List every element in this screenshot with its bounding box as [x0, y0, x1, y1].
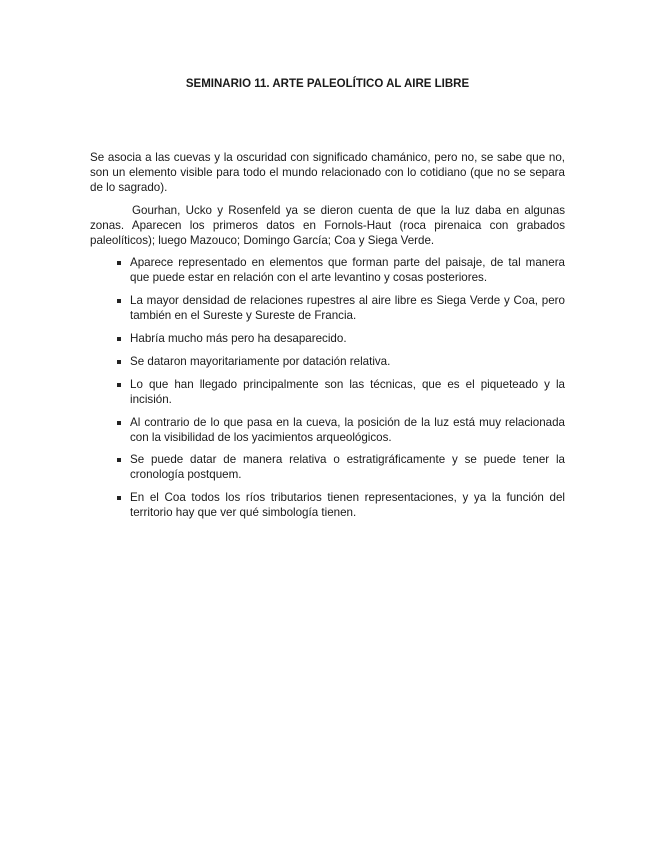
list-item — [90, 293, 565, 323]
bullet-icon — [117, 261, 121, 265]
bullet-icon — [117, 299, 121, 303]
list-item-text: Lo que han llegado principalmente son las técnicas, que es el piqueteado y la incisión. — [130, 378, 565, 406]
list-item — [90, 331, 565, 346]
list-item — [90, 490, 565, 520]
list-item — [90, 452, 565, 482]
list-item-text: Se puede datar de manera relativa o estratigráficamente y se puede tener la cronología postquem. — [130, 453, 565, 481]
list-item-text: Habría mucho más pero ha desaparecido. — [130, 332, 347, 345]
bullet-icon — [117, 383, 121, 387]
list-item-text: La mayor densidad de relaciones rupestres al aire libre es Siega Verde y Coa, pero también en el Sureste y Sureste de Francia. — [130, 294, 565, 322]
list-item — [90, 255, 565, 285]
page-title: SEMINARIO 11. ARTE PALEOLÍTICO AL AIRE LIBRE — [185, 78, 470, 90]
bullet-icon — [117, 337, 121, 341]
list-item — [90, 415, 565, 445]
list-item-text: Al contrario de lo que pasa en la cueva, la posición de la luz está muy relacionada con la visibilidad de los yacimientos arqueológicos. — [130, 416, 565, 444]
list-item — [90, 377, 565, 407]
bullet-icon — [117, 496, 121, 500]
paragraph-intro: Se asocia a las cuevas y la oscuridad con significado chamánico, pero no, se sabe que no, son un elemento visible para todo el mundo relacionado con lo cotidiano (que no se separa de lo sagrado). — [90, 151, 565, 194]
list-item-text: Aparece representado en elementos que forman parte del paisaje, de tal manera que puede estar en relación con el arte levantino y cosas posteriores. — [130, 256, 565, 284]
list-item-text: Se dataron mayoritariamente por datación relativa. — [130, 355, 391, 368]
bullet-icon — [117, 421, 121, 425]
paragraph-sites: Gourhan, Ucko y Rosenfeld ya se dieron cuenta de que la luz daba en algunas zonas. Aparecen los primeros datos en Fornols-Haut (roca pirenaica con grabados paleolíticos); luego Mazouco; Domingo García; Coa y Siega Verde. — [90, 204, 565, 247]
bullet-icon — [117, 458, 121, 462]
bullet-icon — [117, 360, 121, 364]
list-item — [90, 354, 565, 369]
list-item-text: En el Coa todos los ríos tributarios tienen representaciones, y ya la función del territorio hay que ver qué simbología tienen. — [130, 491, 565, 519]
